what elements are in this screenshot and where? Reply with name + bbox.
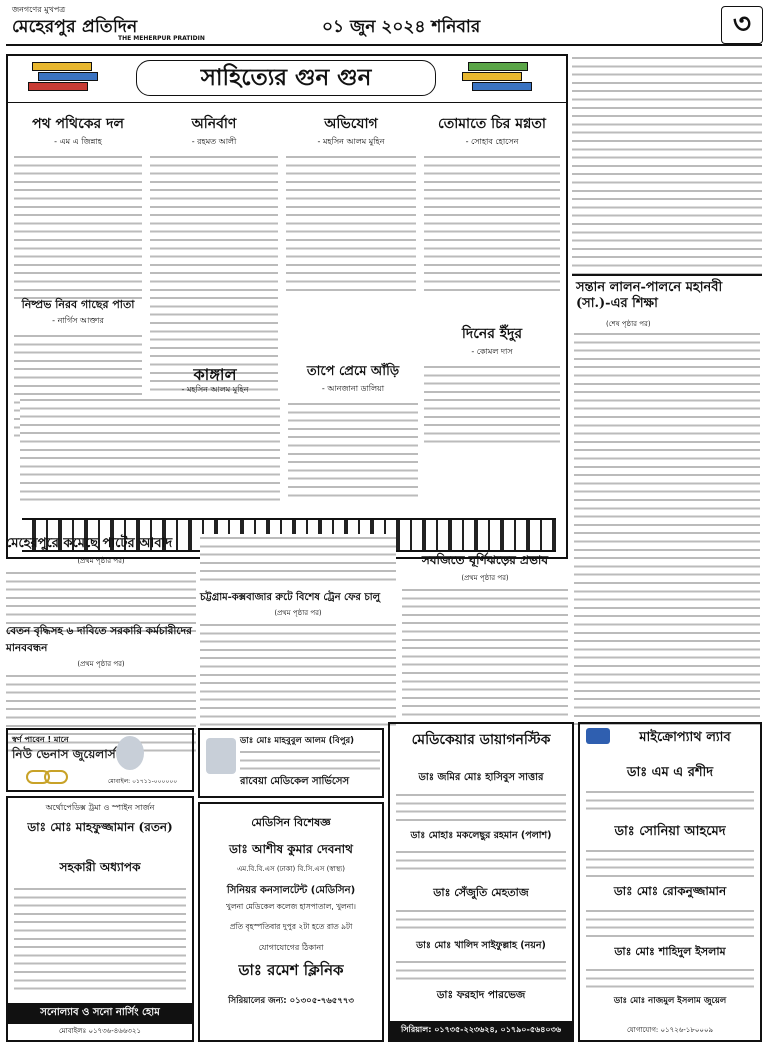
doctor-name: ডাঃ মোঃ শাহিদুল ইসলাম xyxy=(614,945,726,958)
news-body xyxy=(200,534,396,584)
ad-tagline: স্বর্ণ পাবেন ! মানে xyxy=(12,735,69,744)
news-headline[interactable]: চট্টগ্রাম-কক্সবাজার রুটে বিশেষ ট্রেন ফের চালু xyxy=(200,592,381,603)
poem-card xyxy=(286,112,416,293)
news-body xyxy=(402,586,568,716)
news-headline[interactable]: বেতন বৃদ্ধিসহ ৬ দাবিতে সরকারি কর্মচারীদের মানববন্ধন xyxy=(6,625,192,654)
poem-author: - এম এ জিন্নাহ xyxy=(54,137,102,146)
books-illustration-right xyxy=(460,60,540,94)
doctor-name: ডাঃ মোঃ খালিদ সাইফুল্লাহ (নয়ন) xyxy=(416,940,546,951)
books-illustration-left xyxy=(28,60,108,94)
poem-card xyxy=(424,112,560,293)
doctor-name: ডাঃ মোঃ নাজমুল ইসলাম জুয়েল xyxy=(613,996,727,1006)
clinic-name: রাবেয়া মেডিকেল সার্ভিসেস xyxy=(240,776,350,787)
serial-phone: সিরিয়ালের জন্য: ০১৩০৫-৭৬৫৭৭৩ xyxy=(228,996,354,1006)
page-number: ৩ xyxy=(721,6,763,44)
medicine-specialist-ad[interactable] xyxy=(198,802,384,1042)
doctor-photo xyxy=(206,738,236,774)
poem-author: - সোহাব হোসেন xyxy=(465,137,519,146)
visiting-time: প্রতি বৃহস্পতিবার দুপুর ২টা হতে রাত ৯টা xyxy=(229,922,353,931)
ad-title: মাইক্রোপ্যাথ ল্যাব xyxy=(639,730,731,745)
right-column-headline[interactable]: সন্তান লালন-পালনে মহানবী (সা.)-এর শিক্ষা xyxy=(576,280,723,311)
poem-title: নিষ্প্রভ নিরব গাছের পাতা xyxy=(21,298,135,311)
ad-title: নিউ ভেনাস জুয়েলার্স xyxy=(12,747,116,761)
ad-phone: যোগাযোগ: ০১৭২৬-১৮০০০৯ xyxy=(626,1026,714,1034)
poem-body xyxy=(20,396,280,506)
news-body xyxy=(200,621,396,731)
owner-photo xyxy=(116,736,144,770)
news-headline[interactable]: মেহেরপুরে কমেছে পাটের আবাদ xyxy=(6,536,173,551)
ad-phone: মোবাইল: ০১৭১১-০০০০০০ xyxy=(108,778,178,785)
poem-body xyxy=(14,153,142,303)
newspaper-logo-english: THE MEHERPUR PRATIDIN xyxy=(118,35,205,42)
literature-section xyxy=(6,54,568,559)
poem-title: কাঙ্গাল xyxy=(193,365,237,384)
poem-body xyxy=(424,153,560,293)
news-article xyxy=(200,590,396,731)
doctor-name: ডাঃ সোনিয়া আহমেদ xyxy=(614,824,726,839)
news-subheading: (প্রথম পৃষ্ঠার পর) xyxy=(461,574,509,582)
issue-date: ০১ জুন ২০২৪ শনিবার xyxy=(322,17,481,37)
doctor-degree: এম.বি.বি.এস (ঢাকা) বি.সি.এস (স্বাস্থ্য) xyxy=(236,865,346,873)
poem-card xyxy=(14,112,142,303)
doctor-name: ডাঃ জমির মোঃ হাসিবুস সাত্তার xyxy=(418,772,544,783)
masthead xyxy=(6,4,762,46)
hospital-name: খুলনা মেডিকেল কলেজ হাসপাতাল, খুলনা। xyxy=(226,902,356,911)
doctor-name: ডাঃ সেঁজুতি মেহতাজ xyxy=(433,886,529,899)
poem-title: পথ পথিকের দল xyxy=(32,116,124,132)
lab-logo-icon xyxy=(586,728,610,744)
poem-author: - রহমত আলী xyxy=(191,137,237,146)
doctor-name: ডাঃ আশীষ কুমার দেবনাথ xyxy=(229,842,353,856)
poem-body xyxy=(424,363,560,447)
poem-body xyxy=(288,400,418,500)
poem-author: - কোমল দাস xyxy=(471,347,513,356)
poem-author: - মহসিন আলম মুহিন xyxy=(317,137,385,146)
news-headline[interactable]: সবজিতে ঘূর্ণিঝড়ের প্রভাব xyxy=(421,553,549,567)
poem-body xyxy=(286,153,416,293)
doctor-name: ডাঃ মোঃ রোকনুজ্জামান xyxy=(613,884,727,898)
column-divider xyxy=(572,274,762,276)
rabeya-clinic-ad[interactable] xyxy=(198,728,384,798)
poem-card xyxy=(150,112,278,393)
poem-author: - মহসিন আলম মুহিন xyxy=(181,385,249,394)
doctor-post: সহকারী অধ্যাপক xyxy=(59,860,141,874)
surgeon-ad[interactable] xyxy=(6,796,194,1042)
literature-section-title: সাহিত্যের গুন গুন xyxy=(136,60,436,96)
medicare-diagnostic-ad[interactable] xyxy=(388,722,574,1042)
doctor-post: সিনিয়র কনসালটেন্ট (মেডিসিন) xyxy=(226,885,356,896)
poem-body xyxy=(150,153,278,393)
address-label: যোগাযোগের ঠিকানা xyxy=(258,943,324,952)
doctor-name: ডাঃ মোঃ মাহবুবুল আলম (বিপুর) xyxy=(240,736,355,746)
doctor-name: ডাঃ ফরহাদ পারভেজ xyxy=(436,989,526,1001)
poem-title: অভিযোগ xyxy=(324,116,378,132)
ring-icon xyxy=(44,770,68,784)
news-subheading: (প্রথম পৃষ্ঠার পর) xyxy=(274,609,322,617)
masthead-tagline: জনগণের মুখপত্র xyxy=(12,5,66,14)
serial-phone: সিরিয়াল: ০১৭৩৫-২২৩৬২৪, ০১৭৯০-৫৬৪০৩৬ xyxy=(390,1021,572,1040)
poem-card xyxy=(424,322,560,447)
poem-title: দিনের ইঁদুর xyxy=(461,326,523,342)
hospital-name: সনোল্যাব ও সনো নার্সিং হোম xyxy=(8,1003,192,1024)
ad-body xyxy=(14,885,186,995)
right-column-subheading: (শেষ পৃষ্ঠার পর) xyxy=(606,320,651,328)
ad-phone: মোবাইলঃ ০১৭৩৬-৪৬৬৩২১ xyxy=(58,1027,142,1035)
poem-title: অনির্বাণ xyxy=(191,116,237,132)
news-article xyxy=(402,552,568,716)
ad-body xyxy=(240,748,380,770)
news-subheading: (প্রথম পৃষ্ঠার পর) xyxy=(77,557,125,565)
poem-title: তাপে প্রেমে আঁড়ি xyxy=(306,364,400,379)
ad-title: মেডিকেয়ার ডায়াগনস্টিক xyxy=(411,732,551,748)
jewellers-ad[interactable] xyxy=(6,728,194,792)
ad-specialty: মেডিসিন বিশেষজ্ঞ xyxy=(251,816,331,829)
news-article xyxy=(6,534,196,637)
clinic-name: ডাঃ রমেশ ক্লিনিক xyxy=(238,961,344,979)
poem-author: - আনজানা ডালিয়া xyxy=(321,384,385,393)
doctor-name: ডাঃ এম এ রশীদ xyxy=(626,765,714,780)
micropath-lab-ad[interactable] xyxy=(578,722,762,1042)
poem-card xyxy=(288,362,418,500)
right-column-body xyxy=(574,330,760,730)
newspaper-logo[interactable]: মেহেরপুর প্রতিদিন xyxy=(12,17,138,37)
poem-author: - নার্গিস আক্তার xyxy=(52,316,104,325)
ad-specialty: অর্থোপেডিক্স ট্রমা ও স্পাইন সার্জন xyxy=(45,803,155,812)
doctor-name: ডাঃ মোহাঃ মকলেছুর রহমান (পলাশ) xyxy=(410,830,552,841)
doctor-name: ডাঃ মোঃ মাহফুজ্জামান (রতন) xyxy=(27,820,173,834)
poem-title: তোমাতে চির মগ্নতা xyxy=(438,116,546,132)
news-subheading: (প্রথম পৃষ্ঠার পর) xyxy=(77,660,125,668)
